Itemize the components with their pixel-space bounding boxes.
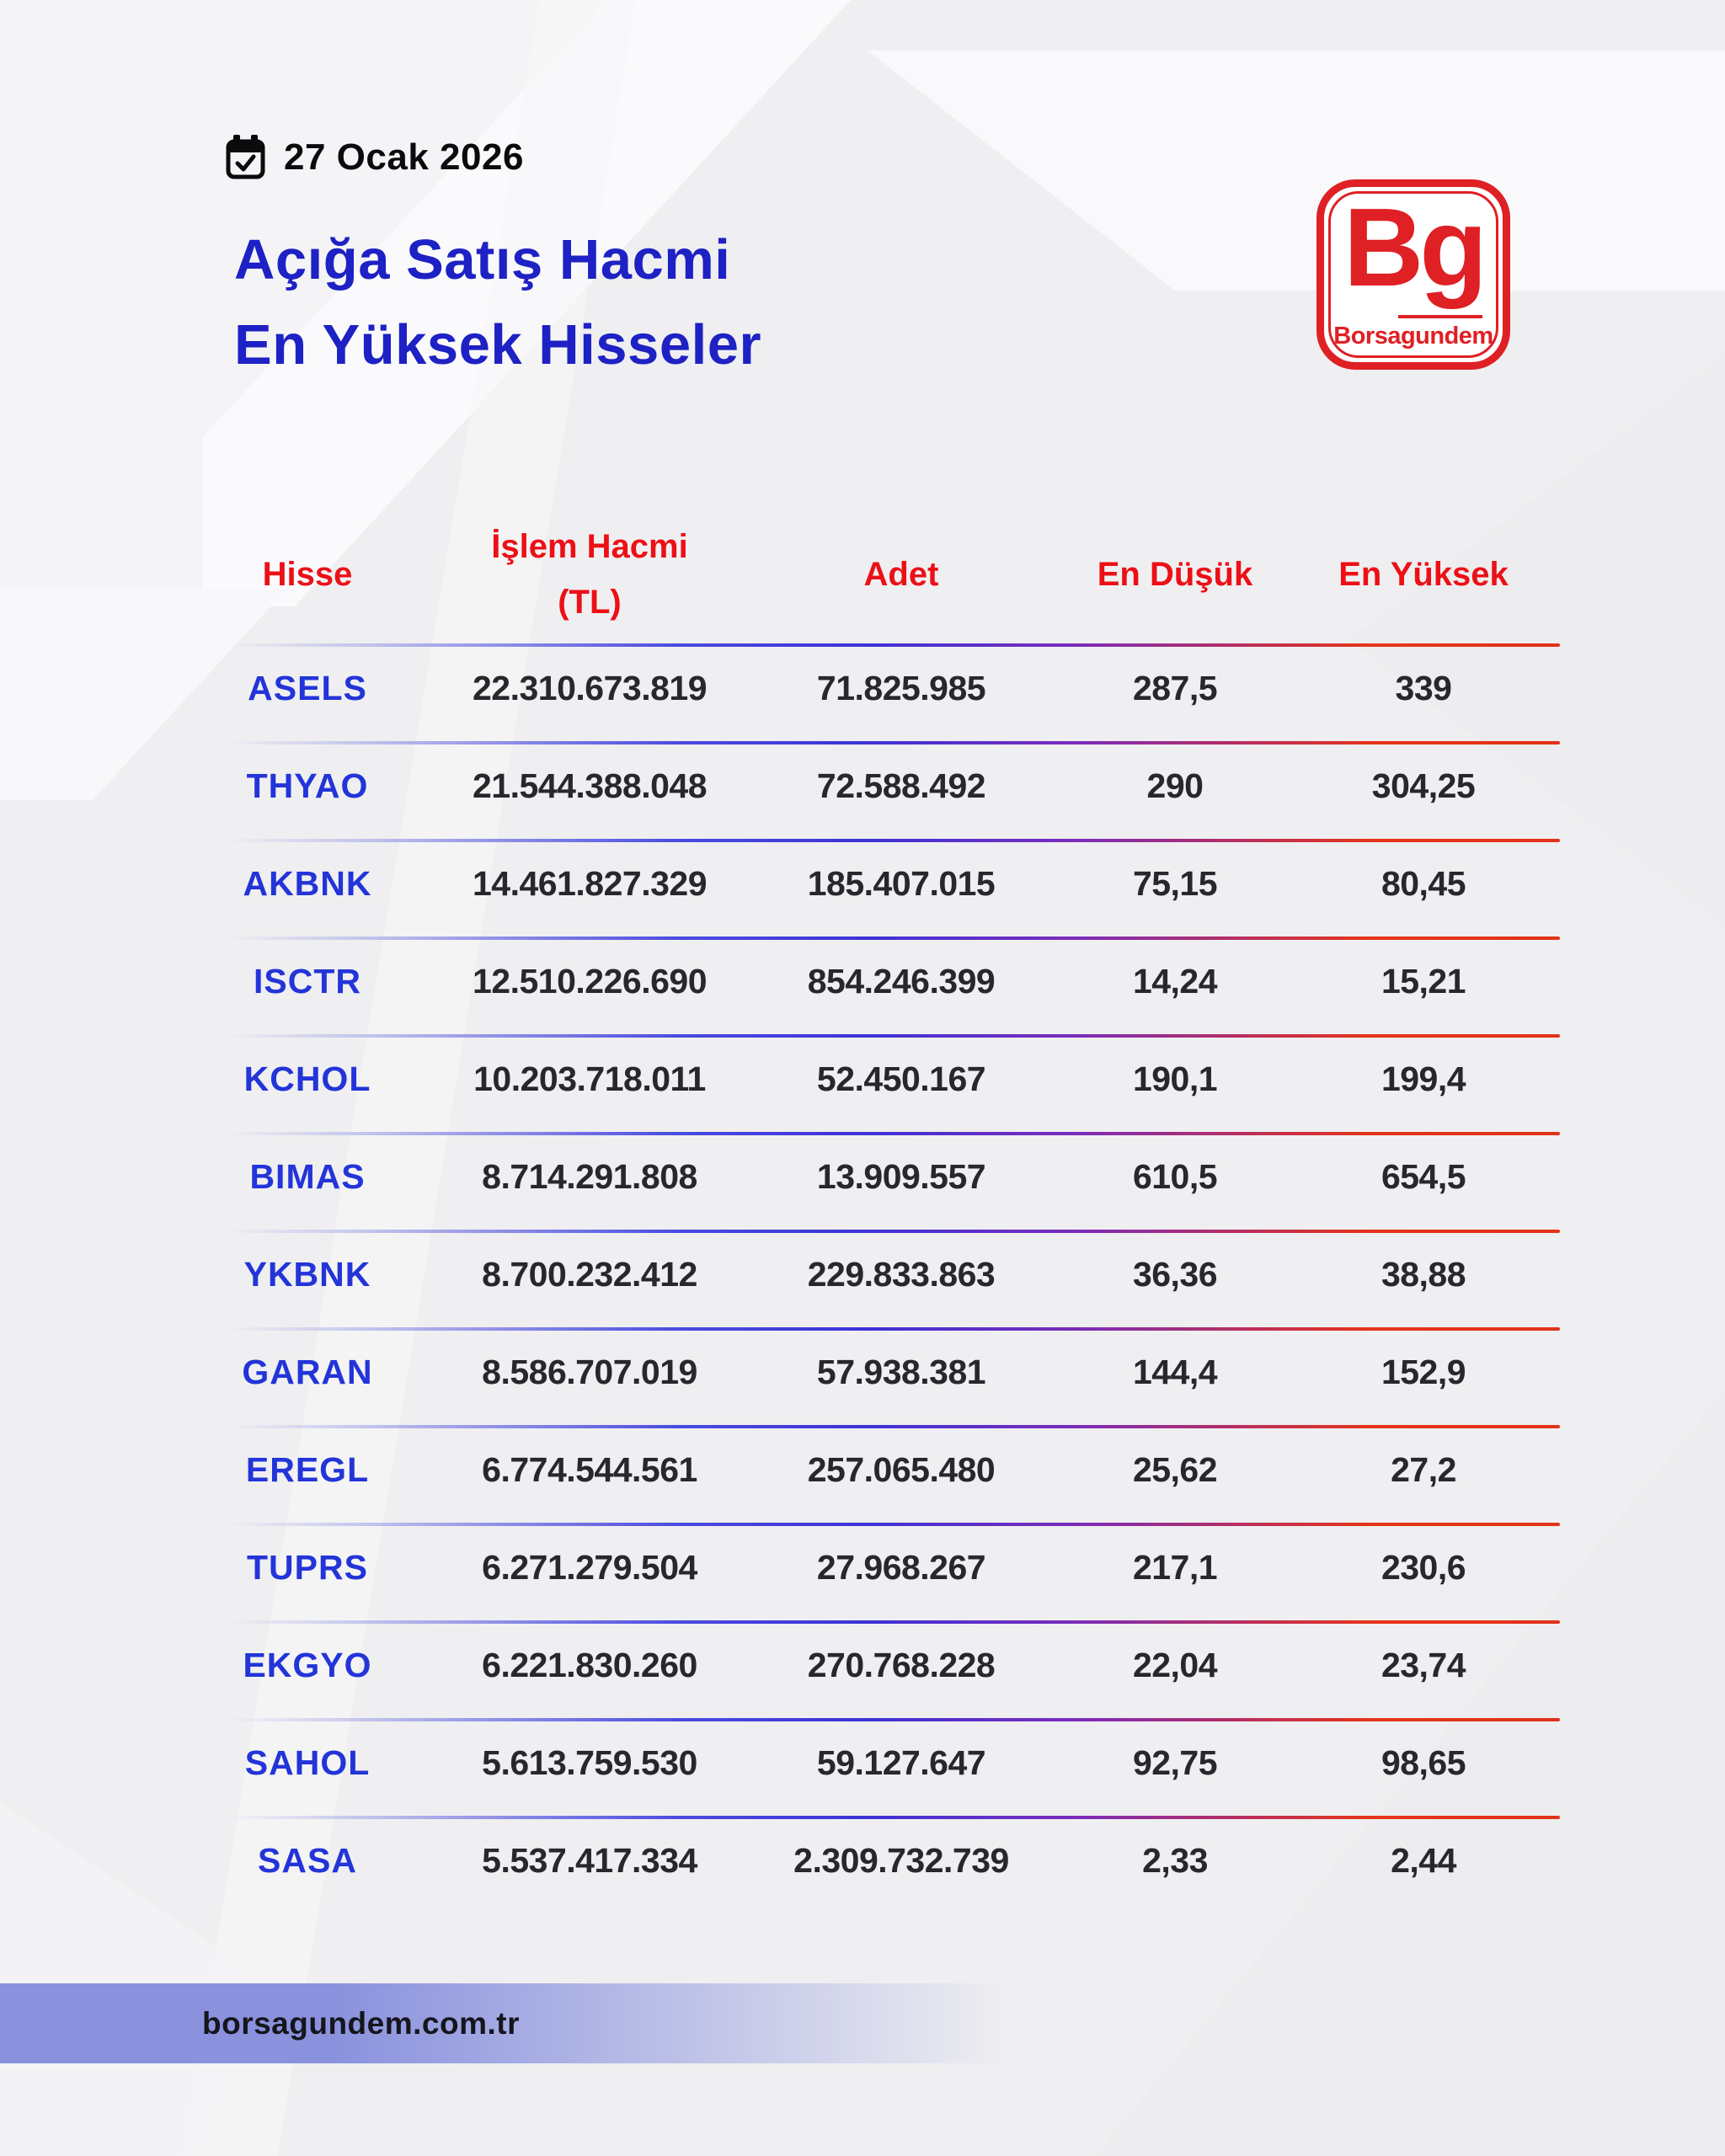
borsagundem-logo [1316, 179, 1510, 370]
lot-count-cell: 270.768.228 [807, 1645, 996, 1684]
low-price-cell: 75,15 [1132, 863, 1218, 903]
footer-bar [0, 1983, 1044, 2063]
lot-count-cell: 13.909.557 [816, 1156, 986, 1196]
low-price-cell: 610,5 [1132, 1156, 1218, 1196]
column-header-adet: Adet [863, 556, 939, 593]
page-title-line1: Açığa Satış Hacmi [234, 228, 731, 291]
ticker-cell: YKBNK [243, 1254, 371, 1294]
table-body [219, 643, 1516, 1913]
high-price-cell: 80,45 [1381, 863, 1466, 903]
lot-count-cell: 59.127.647 [816, 1742, 986, 1782]
low-price-cell: 2,33 [1142, 1840, 1208, 1880]
row-separator-line [227, 1327, 1560, 1331]
high-price-cell: 27,2 [1391, 1449, 1456, 1489]
high-price-cell: 2,44 [1391, 1840, 1456, 1880]
volume-tl-cell: 8.586.707.019 [482, 1352, 697, 1391]
lot-count-cell: 257.065.480 [807, 1449, 996, 1489]
volume-tl-cell: 10.203.718.011 [473, 1059, 706, 1098]
high-price-cell: 304,25 [1371, 766, 1476, 805]
row-separator-line [227, 1816, 1560, 1819]
volume-tl-cell: 6.221.830.260 [482, 1645, 697, 1684]
column-header-islem-hacmi-line1: İşlem Hacmi [491, 528, 688, 565]
logo-brand-overbar [1398, 315, 1482, 318]
lot-count-cell: 71.825.985 [816, 668, 986, 707]
logo-monogram: Bg [1343, 185, 1483, 309]
volume-tl-cell: 21.544.388.048 [473, 766, 707, 805]
calendar-check-icon [226, 135, 265, 179]
ticker-cell: SASA [258, 1840, 357, 1880]
ticker-cell: SAHOL [244, 1742, 371, 1782]
ticker-cell: TUPRS [247, 1547, 368, 1587]
table-row [219, 1620, 1516, 1718]
high-price-cell: 654,5 [1381, 1156, 1466, 1196]
table-row [219, 1523, 1516, 1620]
table-row [219, 1718, 1516, 1816]
column-header-en-yuksek: En Yüksek [1338, 556, 1509, 593]
volume-tl-cell: 6.774.544.561 [482, 1449, 697, 1489]
lot-count-cell: 72.588.492 [816, 766, 986, 805]
table-row [219, 1816, 1516, 1913]
low-price-cell: 290 [1146, 766, 1204, 805]
table-row [219, 1034, 1516, 1132]
low-price-cell: 217,1 [1132, 1547, 1218, 1587]
table-row [219, 741, 1516, 839]
short-selling-table [219, 505, 1516, 1913]
low-price-cell: 25,62 [1132, 1449, 1218, 1489]
ticker-cell: ISCTR [254, 961, 361, 1001]
column-header-en-dusuk: En Düşük [1097, 556, 1253, 593]
volume-tl-cell: 6.271.279.504 [482, 1547, 697, 1587]
ticker-cell: EKGYO [243, 1645, 372, 1684]
ticker-cell: GARAN [242, 1352, 373, 1391]
low-price-cell: 22,04 [1132, 1645, 1218, 1684]
volume-tl-cell: 8.700.232.412 [482, 1254, 697, 1294]
ticker-cell: ASELS [248, 668, 367, 707]
high-price-cell: 38,88 [1381, 1254, 1466, 1294]
table-row [219, 643, 1516, 741]
low-price-cell: 36,36 [1132, 1254, 1218, 1294]
high-price-cell: 152,9 [1381, 1352, 1466, 1391]
lot-count-cell: 52.450.167 [816, 1059, 986, 1098]
lot-count-cell: 854.246.399 [807, 961, 996, 1001]
table-row [219, 937, 1516, 1034]
volume-tl-cell: 22.310.673.819 [473, 668, 707, 707]
table-row [219, 1327, 1516, 1425]
high-price-cell: 230,6 [1381, 1547, 1466, 1587]
volume-tl-cell: 14.461.827.329 [473, 863, 707, 903]
table-row [219, 839, 1516, 937]
low-price-cell: 92,75 [1132, 1742, 1218, 1782]
ticker-cell: BIMAS [249, 1156, 366, 1196]
date-label: 27 Ocak 2026 [284, 136, 524, 178]
row-separator-line [227, 741, 1560, 744]
high-price-cell: 339 [1395, 668, 1452, 707]
column-header-hisse: Hisse [262, 556, 353, 593]
low-price-cell: 287,5 [1132, 668, 1218, 707]
ticker-cell: THYAO [246, 766, 369, 805]
low-price-cell: 14,24 [1132, 961, 1218, 1001]
lot-count-cell: 185.407.015 [807, 863, 996, 903]
row-separator-line [227, 643, 1560, 647]
lot-count-cell: 57.938.381 [816, 1352, 986, 1391]
row-separator-line [227, 1718, 1560, 1721]
lot-count-cell: 2.309.732.739 [793, 1840, 1009, 1880]
low-price-cell: 190,1 [1132, 1059, 1218, 1098]
ticker-cell: AKBNK [243, 863, 372, 903]
low-price-cell: 144,4 [1132, 1352, 1218, 1391]
high-price-cell: 15,21 [1381, 961, 1466, 1001]
high-price-cell: 23,74 [1381, 1645, 1466, 1684]
high-price-cell: 199,4 [1381, 1059, 1466, 1098]
page-title [234, 217, 761, 387]
table-row [219, 1230, 1516, 1327]
lot-count-cell: 229.833.863 [807, 1254, 996, 1294]
date-row [226, 135, 524, 179]
high-price-cell: 98,65 [1381, 1742, 1466, 1782]
row-separator-line [227, 1523, 1560, 1526]
table-row [219, 1132, 1516, 1230]
lot-count-cell: 27.968.267 [816, 1547, 986, 1587]
volume-tl-cell: 12.510.226.690 [473, 961, 707, 1001]
row-separator-line [227, 1620, 1560, 1624]
volume-tl-cell: 8.714.291.808 [482, 1156, 697, 1196]
volume-tl-cell: 5.537.417.334 [482, 1840, 697, 1880]
table-header-row [219, 505, 1516, 643]
page-title-line2: En Yüksek Hisseler [234, 313, 762, 376]
table-row [219, 1425, 1516, 1523]
logo-brand-text: Borsagundem [1333, 323, 1493, 350]
row-separator-line [227, 1132, 1560, 1135]
column-header-islem-hacmi-line2: (TL) [558, 584, 622, 621]
row-separator-line [227, 1034, 1560, 1038]
ticker-cell: EREGL [245, 1449, 370, 1489]
row-separator-line [227, 937, 1560, 940]
footer-url: borsagundem.com.tr [202, 2005, 520, 2041]
row-separator-line [227, 1230, 1560, 1233]
row-separator-line [227, 839, 1560, 842]
ticker-cell: KCHOL [243, 1059, 371, 1098]
volume-tl-cell: 5.613.759.530 [482, 1742, 697, 1782]
column-header-islem-hacmi [396, 505, 783, 643]
row-separator-line [227, 1425, 1560, 1428]
